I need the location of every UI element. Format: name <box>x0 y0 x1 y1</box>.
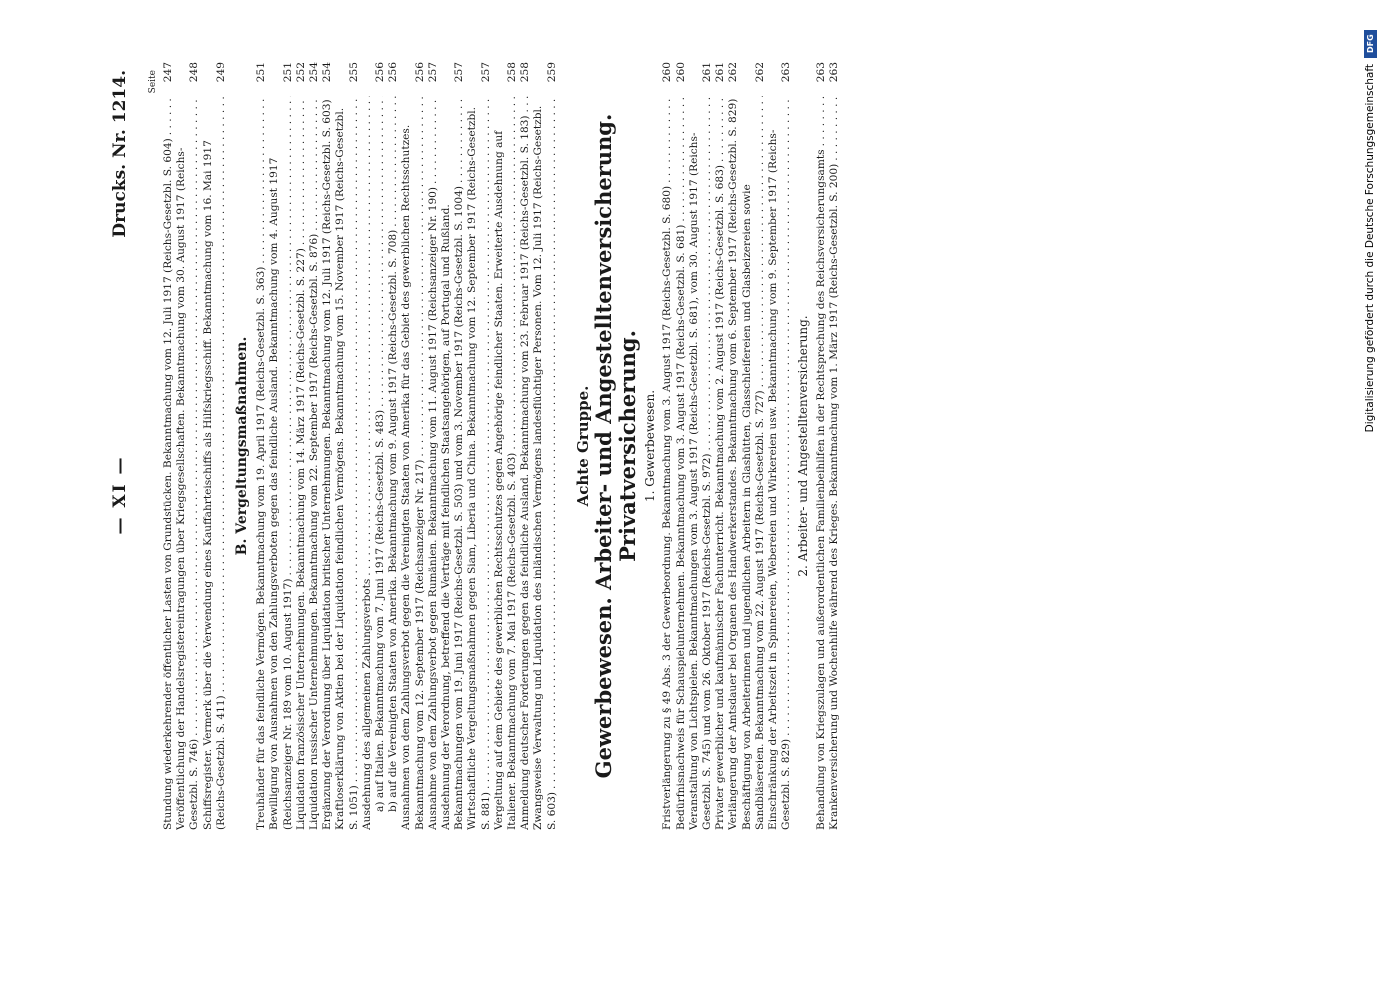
toc-entry-text: Liquidation russischer Unternehmungen. Bekanntmachung vom 22. September 1917 (Reichs-Gesetzbl. S. 876) . . . <box>308 96 321 830</box>
toc-entry-page: 261 <box>700 62 713 83</box>
toc-entry-page: 257 <box>453 62 466 83</box>
toc-entry-page: 258 <box>519 62 532 83</box>
toc-entry-text: Stundung wiederkehrender öffentlicher Lasten von Grundstücken. Bekanntmachung vom 12. Juli 1917 (Reichs-Gesetzbl. S. 604) . . . <box>162 96 175 830</box>
toc-block-c <box>661 62 793 830</box>
toc-entry <box>400 62 426 830</box>
toc-entry-text: b) auf die Vereinigten Staaten von Amerika. Bekanntmachung vom 9. August 1917 (Reichs-Gesetzbl. S. 708) . . . <box>387 96 400 812</box>
toc-entry-page: 258 <box>506 62 519 83</box>
toc-entry-text: Fristverlängerung zu § 49 Abs. 3 der Gewerbeordnung. Bekanntmachung vom 3. August 1917 (Reichs-Gesetzbl. S. 680) . . . <box>661 96 674 830</box>
toc-entry-text: Ergänzung der Verordnung über Liquidation britischer Unternehmungen. Bekanntmachung vom 12. Juli 1917 (Reichs-Gesetzbl. S. 603) . . . <box>321 96 334 830</box>
toc-entry <box>361 62 374 830</box>
toc-entry-text: Veröffentlichung der Handelsregistereintragungen über Kriegsgesellschaften. Bekanntmachung vom 30. August 1917 (Reichs-Gesetzbl. S. 746) . . . <box>175 96 201 830</box>
toc-entry <box>727 62 740 830</box>
druck-number: Drucks. Nr. 1214. <box>110 70 130 238</box>
toc-entry-page: 256 <box>413 62 426 83</box>
toc-entry-page: 254 <box>308 62 321 83</box>
toc-block-a <box>162 62 228 830</box>
toc-entry <box>466 62 492 830</box>
toc-entry-text: Anmeldung deutscher Forderungen gegen das feindliche Ausland. Bekanntmachung vom 23. Februar 1917 (Reichs-Gesetzbl. S. 183) . . . <box>519 96 532 830</box>
seite-label: Seite <box>148 70 158 94</box>
toc-entry-page: 262 <box>727 62 740 83</box>
toc-entry <box>688 62 714 830</box>
toc-entry-page: 251 <box>255 62 268 83</box>
toc-entry <box>661 62 674 830</box>
toc-entry <box>295 62 308 830</box>
toc-entry-page: 257 <box>479 62 492 83</box>
subsection-1-title: 1. Gewerbewesen. <box>643 389 658 503</box>
sidebar <box>1362 30 1378 930</box>
toc-entry-page: 255 <box>347 62 360 83</box>
toc-entry <box>675 62 688 830</box>
toc-entry <box>308 62 321 830</box>
group-title: Gewerbewesen. Arbeiter- und Angestelltenversicherung. Privatversicherung. <box>591 113 641 779</box>
toc-entry-page: 251 <box>281 62 294 83</box>
toc-column <box>162 62 841 830</box>
toc-entry <box>741 62 767 830</box>
toc-entry <box>815 62 828 830</box>
toc-entry-page: 259 <box>545 62 558 83</box>
page-number: — XI — <box>110 455 130 535</box>
toc-entry <box>387 62 400 830</box>
toc-entry-page: 252 <box>294 62 307 83</box>
toc-entry-text: Schiffsregister. Vermerk über die Verwendung eines Kauffahrteischiffs als Hilfskriegsschiff. Bekanntmachung vom 16. Mai 1917 (Reichs-Gesetzbl. S. 411) . . . <box>202 96 228 830</box>
toc-entry-page: 263 <box>780 62 793 83</box>
page-header <box>110 70 138 920</box>
toc-entry-text: a) auf Italien. Bekanntmachung vom 7. Juni 1917 (Reichs-Gesetzbl. S. 483) . . . <box>374 96 387 812</box>
toc-entry-text: Behandlung von Kriegszulagen und außerordentlichen Familienbeihilfen in der Rechtsprechung des Reichsversicherungsamts . . . <box>815 96 828 830</box>
toc-entry-page: 262 <box>753 62 766 83</box>
toc-entry <box>374 62 387 830</box>
toc-entry-page: 254 <box>321 62 334 83</box>
dfg-logo: DFG <box>1364 30 1377 58</box>
toc-entry-text: Ausnahmen von dem Zahlungsverbot gegen die Vereinigten Staaten von Amerika für das Gebiet des gewerblichen Rechtsschutzes. Bekanntmachung vom 12. September 1917 (Reichsanzeiger Nr. 217) . . . <box>400 96 426 830</box>
toc-entry-text: Privater gewerblicher und kaufmännischer Fachunterricht. Bekanntmachung vom 2. August 1917 (Reichs-Gesetzbl. S. 683) . . . <box>714 96 727 830</box>
toc-entry <box>427 62 440 830</box>
subsection-2-title: 2. Arbeiter- und Angestelltenversicherung. <box>796 315 811 577</box>
toc-entry <box>321 62 334 830</box>
toc-entry-text: Ausdehnung des allgemeinen Zahlungsverbots . . . <box>361 96 374 830</box>
toc-entry-text: Zwangsweise Verwaltung und Liquidation des inländischen Vermögens landesflüchtiger Personen. Vom 12. Juli 1917 (Reichs-Gesetzbl. S. 603) . . . <box>532 96 558 830</box>
toc-entry <box>440 62 466 830</box>
toc-entry-text: Veranstaltung von Lichtspielen. Bekanntmachungen vom 3. August 1917 (Reichs-Gesetzbl. S. 681), vom 30. August 1917 (Reichs-Gesetzbl. S. 745) und vom 26. Oktober 1917 (Reichs-Gesetzbl. S. 972) . . . <box>688 96 714 830</box>
toc-block-b <box>255 62 559 830</box>
toc-entry-page: 263 <box>827 62 840 83</box>
toc-entry-page: 256 <box>387 62 400 83</box>
toc-entry-text: Verlängerung der Amtsdauer bei Organen des Handwerkerstandes. Bekanntmachung vom 6. September 1917 (Reichs-Gesetzbl. S. 829) . . . <box>727 96 740 830</box>
toc-entry-page: 260 <box>674 62 687 83</box>
toc-entry-text: Ausdehnung der Verordnung, betreffend die Verträge mit feindlichen Staatsangehörigen, auf Portugal und Rußland. Bekanntmachungen vom 19. Juni 1917 (Reichs-Gesetzbl. S. 503) und vom 3. November 1917 (Reichs-Gesetzbl. S. 1004) . . . <box>440 96 466 830</box>
toc-entry-page: 260 <box>661 62 674 83</box>
section-b-title: B. Vergeltungsmaßnahmen. <box>234 336 251 556</box>
toc-entry <box>714 62 727 830</box>
toc-entry-page: 257 <box>426 62 439 83</box>
toc-entry-page: 263 <box>814 62 827 83</box>
toc-entry <box>519 62 532 830</box>
toc-entry <box>202 62 228 830</box>
toc-entry-page: 248 <box>188 62 201 83</box>
toc-entry <box>493 62 519 830</box>
toc-entry <box>767 62 793 830</box>
toc-entry-text: Vergeltung auf dem Gebiete des gewerblichen Rechtsschutzes gegen Angehörige feindlicher Staaten. Erweiterte Ausdehnung auf Italiener. Bekanntmachung vom 7. Mai 1917 (Reichs-Gesetzbl. S. 403) . . . <box>493 96 519 830</box>
toc-entry-text: Wirtschaftliche Vergeltungsmaßnahmen gegen Siam, Liberia und China. Bekanntmachung vom 12. September 1917 (Reichs-Gesetzbl. S. 881) . . . <box>466 96 492 830</box>
toc-entry-text: Beschäftigung von Arbeiterinnen und jugendlichen Arbeitern in Glashütten, Glasschleifereien und Glasbeizereien sowie Sandbläsereien. Bekanntmachung vom 22. August 1917 (Reichs-Gesetzbl. S. 727) . . . <box>741 96 767 830</box>
toc-entry-page: 256 <box>374 62 387 83</box>
toc-entry <box>334 62 360 830</box>
toc-entry-page: 261 <box>714 62 727 83</box>
toc-entry-page: 249 <box>214 62 227 83</box>
toc-entry <box>268 62 294 830</box>
group-label: Achte Gruppe. <box>573 385 592 507</box>
toc-entry-text: Bewilligung von Ausnahmen von den Zahlungsverboten gegen das feindliche Ausland. Bekanntmachung vom 4. August 1917 (Reichsanzeiger Nr. 189 vom 10. August 1917) . . . <box>268 96 294 830</box>
toc-entry-text: Kraftloserklärung von Aktien bei der Liquidation feindlichen Vermögens. Bekanntmachung vom 15. November 1917 (Reichs-Gesetzbl. S. 1051) . . . <box>334 96 360 830</box>
toc-entry-text: Krankenversicherung und Wochenhilfe während des Krieges. Bekanntmachung vom 1. März 1917 (Reichs-Gesetzbl. S. 200) . . . <box>828 96 841 830</box>
toc-block-d <box>815 62 841 830</box>
toc-entry-text: Treuhänder für das feindliche Vermögen. Bekanntmachung vom 19. April 1917 (Reichs-Gesetzbl. S. 363) . . . <box>255 96 268 830</box>
toc-entry-text: Einschränkung der Arbeitszeit in Spinnereien, Webereien und Wirkereien usw. Bekanntmachung vom 9. September 1917 (Reichs-Gesetzbl. S. 829) . . . <box>767 96 793 830</box>
toc-entry-text: Liquidation französischer Unternehmungen. Bekanntmachung vom 14. März 1917 (Reichs-Gesetzbl. S. 227) . . . <box>295 96 308 830</box>
toc-entry <box>255 62 268 830</box>
toc-entry <box>532 62 558 830</box>
toc-entry-page: 247 <box>162 62 174 83</box>
toc-entry <box>175 62 201 830</box>
toc-entry <box>162 62 175 830</box>
toc-entry <box>828 62 841 830</box>
toc-entry-text: Ausnahme von dem Zahlungsverbot gegen Rumänien. Bekanntmachung vom 11. August 1917 (Reichsanzeiger Nr. 190) . . . <box>427 96 440 830</box>
toc-entry-text: Bedürfnisnachweis für Schauspielunternehmen. Bekanntmachung vom 3. August 1917 (Reichs-Gesetzbl. S. 681) . . . <box>675 96 688 830</box>
digitization-credit: Digitalisierung gefördert durch die Deutsche Forschungsgemeinschaft <box>1364 64 1376 433</box>
